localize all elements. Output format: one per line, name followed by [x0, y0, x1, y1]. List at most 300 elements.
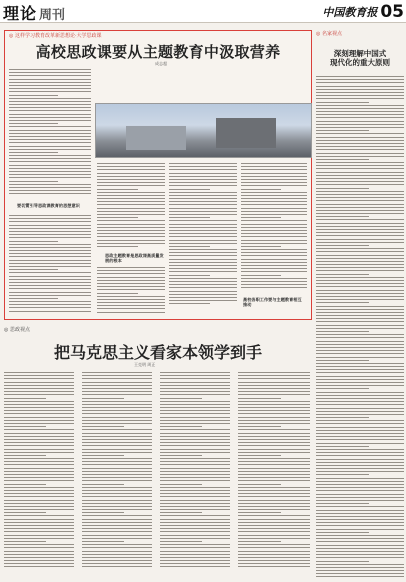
text-line — [160, 401, 230, 402]
text-line — [97, 198, 165, 199]
text-line — [9, 181, 58, 182]
text-line — [316, 522, 404, 523]
text-line — [160, 385, 230, 386]
text-line — [82, 496, 152, 497]
text-line — [160, 500, 230, 501]
text-line — [169, 294, 237, 295]
text-line — [316, 474, 369, 475]
text-line — [97, 163, 165, 164]
text-line — [160, 484, 202, 485]
text-line — [169, 300, 237, 301]
bottom-headline: 把马克思主义看家本领学到手 — [53, 343, 262, 362]
text-line — [316, 325, 404, 326]
text-line — [238, 378, 310, 379]
text-line — [4, 413, 74, 414]
text-line — [160, 426, 202, 427]
text-line — [160, 496, 230, 497]
text-line — [169, 265, 237, 266]
text-line — [241, 252, 307, 253]
text-line — [9, 244, 91, 245]
text-line — [238, 391, 310, 392]
text-line — [9, 88, 91, 89]
text-line — [316, 357, 404, 358]
text-line — [4, 557, 74, 558]
text-line — [9, 136, 91, 137]
text-line — [160, 404, 230, 405]
text-line — [316, 439, 404, 440]
text-line — [316, 331, 369, 332]
text-line — [316, 347, 404, 348]
text-line — [238, 398, 281, 399]
text-line — [9, 72, 91, 73]
text-line — [169, 233, 237, 234]
text-line — [97, 277, 165, 278]
text-line — [160, 407, 230, 408]
text-line — [97, 296, 165, 297]
text-line — [316, 197, 404, 198]
text-line — [160, 391, 230, 392]
text-line — [238, 474, 310, 475]
text-line — [238, 420, 310, 421]
text-line — [238, 382, 310, 383]
text-line — [4, 407, 74, 408]
text-line — [316, 153, 404, 154]
text-line — [241, 227, 307, 228]
text-line — [316, 133, 404, 134]
text-line — [238, 477, 310, 478]
text-line — [316, 82, 404, 83]
text-line — [9, 187, 91, 188]
text-line — [4, 554, 74, 555]
text-line — [169, 217, 210, 218]
text-line — [160, 487, 230, 488]
text-line — [82, 528, 152, 529]
text-line — [316, 341, 404, 342]
text-line — [238, 375, 310, 376]
text-line — [316, 525, 404, 526]
text-line — [4, 493, 74, 494]
text-line — [4, 541, 46, 542]
text-line — [97, 211, 165, 212]
text-line — [9, 107, 91, 108]
text-line — [4, 531, 74, 532]
bottom-text-col-1 — [4, 372, 74, 570]
text-line — [4, 560, 74, 561]
text-line — [169, 182, 237, 183]
text-line — [316, 121, 404, 122]
bottom-text-col-2 — [82, 372, 152, 570]
feature-author: 成志超 — [155, 61, 167, 66]
text-line — [9, 165, 91, 166]
text-line — [82, 480, 152, 481]
text-line — [316, 274, 369, 275]
text-line — [9, 79, 91, 80]
text-line — [316, 430, 404, 431]
text-line — [9, 120, 91, 121]
text-line — [82, 535, 152, 536]
text-line — [82, 541, 124, 542]
feature-column-tag: ◎ 这样学习教育改革新思想论·大学思政课 — [9, 33, 102, 39]
text-line — [4, 519, 74, 520]
text-line — [316, 137, 404, 138]
text-line — [169, 281, 237, 282]
text-line — [238, 404, 310, 405]
text-line — [238, 506, 310, 507]
text-line — [169, 214, 237, 215]
text-line — [4, 433, 74, 434]
text-line — [9, 177, 91, 178]
text-line — [169, 230, 237, 231]
text-line — [316, 443, 404, 444]
text-line — [9, 184, 91, 185]
text-line — [160, 490, 230, 491]
text-line — [241, 278, 307, 279]
text-line — [9, 193, 91, 194]
text-line — [4, 375, 74, 376]
text-line — [4, 442, 74, 443]
text-line — [4, 436, 74, 437]
text-line — [316, 398, 404, 399]
text-line — [316, 344, 404, 345]
text-line — [238, 429, 310, 430]
text-line — [9, 171, 91, 172]
text-line — [316, 471, 404, 472]
text-line — [238, 490, 310, 491]
sidebar-article — [316, 30, 404, 570]
text-line — [9, 256, 91, 257]
text-line — [97, 227, 165, 228]
text-line — [160, 417, 230, 418]
text-line — [238, 509, 310, 510]
text-line — [169, 201, 237, 202]
text-line — [97, 195, 165, 196]
text-line — [241, 249, 307, 250]
text-line — [160, 538, 230, 539]
text-line — [241, 284, 307, 285]
text-line — [316, 245, 369, 246]
text-line — [82, 512, 124, 513]
text-line — [9, 155, 91, 156]
text-line — [316, 500, 404, 501]
text-line — [4, 445, 74, 446]
text-line — [169, 195, 237, 196]
text-line — [169, 220, 237, 221]
text-line — [241, 195, 307, 196]
text-line — [9, 161, 91, 162]
text-line — [160, 468, 230, 469]
text-line — [169, 268, 237, 269]
text-line — [82, 436, 152, 437]
text-line — [169, 185, 237, 186]
text-line — [4, 423, 74, 424]
text-line — [160, 449, 230, 450]
text-line — [9, 307, 91, 308]
text-line — [316, 535, 404, 536]
text-line — [82, 413, 152, 414]
text-line — [82, 566, 152, 567]
text-line — [238, 471, 310, 472]
text-line — [160, 436, 230, 437]
text-line — [238, 385, 310, 386]
text-line — [160, 439, 230, 440]
text-line — [316, 567, 404, 568]
text-line — [160, 554, 230, 555]
text-line — [4, 394, 74, 395]
text-line — [97, 302, 165, 303]
text-line — [82, 404, 152, 405]
text-line — [4, 528, 74, 529]
text-line — [316, 213, 404, 214]
text-line — [241, 208, 307, 209]
feature-text-col-3 — [169, 163, 237, 306]
text-line — [4, 471, 74, 472]
text-line — [4, 563, 74, 564]
text-line — [97, 236, 165, 237]
text-line — [316, 576, 404, 577]
text-line — [82, 464, 152, 465]
text-line — [316, 541, 404, 542]
text-line — [316, 130, 369, 131]
text-line — [169, 284, 237, 285]
text-line — [316, 108, 404, 109]
text-line — [97, 214, 165, 215]
text-line — [238, 455, 281, 456]
text-line — [160, 551, 230, 552]
text-line — [160, 519, 230, 520]
text-line — [241, 201, 307, 202]
text-line — [4, 398, 46, 399]
text-line — [316, 210, 404, 211]
text-line — [238, 535, 310, 536]
text-line — [82, 426, 124, 427]
text-line — [82, 563, 152, 564]
text-line — [82, 458, 152, 459]
text-line — [9, 288, 91, 289]
text-line — [82, 410, 152, 411]
text-line — [316, 143, 404, 144]
text-line — [160, 394, 230, 395]
text-line — [160, 541, 202, 542]
text-line — [169, 297, 237, 298]
text-line — [316, 392, 404, 393]
text-line — [316, 516, 404, 517]
text-line — [316, 124, 404, 125]
text-line — [82, 506, 152, 507]
text-line — [9, 123, 58, 124]
text-line — [9, 110, 91, 111]
text-line — [97, 305, 165, 306]
text-line — [160, 525, 230, 526]
text-line — [238, 563, 310, 564]
text-line — [316, 350, 404, 351]
text-line — [9, 158, 91, 159]
text-line — [238, 538, 310, 539]
text-line — [82, 509, 152, 510]
text-line — [9, 266, 91, 267]
text-line — [82, 385, 152, 386]
text-line — [316, 172, 404, 173]
text-line — [316, 117, 404, 118]
text-line — [238, 500, 310, 501]
text-line — [241, 185, 307, 186]
text-line — [169, 278, 237, 279]
text-line — [169, 208, 237, 209]
text-line — [160, 509, 230, 510]
text-line — [9, 69, 91, 70]
text-line — [316, 490, 404, 491]
text-line — [82, 417, 152, 418]
text-line — [9, 104, 91, 105]
text-line — [316, 401, 404, 402]
text-line — [160, 375, 230, 376]
feature-text-col-2 — [97, 163, 165, 249]
text-line — [316, 545, 404, 546]
text-line — [169, 211, 237, 212]
text-line — [238, 410, 310, 411]
text-line — [4, 500, 74, 501]
text-line — [9, 85, 91, 86]
text-line — [9, 114, 91, 115]
text-line — [97, 179, 165, 180]
text-line — [316, 280, 404, 281]
sidebar-title-line-2: 现代化的重大原则 — [330, 58, 390, 67]
text-line — [4, 503, 74, 504]
text-line — [316, 226, 404, 227]
text-line — [4, 487, 74, 488]
text-line — [82, 442, 152, 443]
text-line — [82, 391, 152, 392]
text-line — [160, 413, 230, 414]
text-line — [9, 237, 91, 238]
text-line — [9, 231, 91, 232]
text-line — [238, 394, 310, 395]
text-line — [238, 401, 310, 402]
text-line — [97, 233, 165, 234]
text-line — [97, 173, 165, 174]
text-line — [82, 378, 152, 379]
text-line — [238, 439, 310, 440]
text-line — [316, 165, 404, 166]
text-line — [9, 95, 58, 96]
text-line — [160, 433, 230, 434]
text-line — [316, 315, 404, 316]
text-line — [82, 522, 152, 523]
text-line — [169, 259, 237, 260]
text-line — [82, 493, 152, 494]
text-line — [160, 566, 230, 567]
text-line — [160, 531, 230, 532]
text-line — [9, 152, 58, 153]
text-line — [316, 309, 404, 310]
feature-subhead-3: 高校各职工作要与主题教育相互推动 — [243, 297, 302, 307]
text-line — [316, 156, 404, 157]
text-line — [238, 557, 310, 558]
text-line — [160, 503, 230, 504]
text-line — [160, 544, 230, 545]
text-line — [241, 230, 307, 231]
text-line — [316, 264, 404, 265]
text-line — [169, 255, 237, 256]
masthead — [0, 0, 406, 23]
text-line — [97, 283, 165, 284]
text-line — [160, 522, 230, 523]
text-line — [97, 201, 165, 202]
text-line — [316, 248, 404, 249]
text-line — [316, 318, 404, 319]
text-line — [9, 126, 91, 127]
text-line — [316, 178, 404, 179]
text-line — [160, 388, 230, 389]
text-line — [169, 224, 237, 225]
text-line — [160, 445, 230, 446]
text-line — [160, 535, 230, 536]
masthead-right — [318, 2, 404, 22]
text-line — [160, 480, 230, 481]
text-line — [316, 459, 404, 460]
text-line — [4, 480, 74, 481]
text-line — [238, 560, 310, 561]
text-line — [316, 188, 369, 189]
text-line — [9, 298, 58, 299]
text-line — [169, 291, 237, 292]
text-line — [160, 563, 230, 564]
text-line — [241, 189, 281, 190]
text-line — [9, 304, 91, 305]
text-line — [238, 407, 310, 408]
text-line — [316, 191, 404, 192]
text-line — [97, 246, 138, 247]
text-line — [316, 277, 404, 278]
text-line — [97, 273, 165, 274]
text-line — [97, 243, 165, 244]
text-line — [169, 176, 237, 177]
text-line — [238, 528, 310, 529]
text-line — [241, 176, 307, 177]
text-line — [82, 531, 152, 532]
newspaper-brand: 中国教育报 — [322, 6, 378, 19]
text-line — [169, 287, 237, 288]
sidebar-title-line-1: 深刻理解中国式 — [333, 49, 387, 58]
text-line — [316, 385, 404, 386]
text-line — [160, 429, 230, 430]
text-line — [169, 179, 237, 180]
text-line — [169, 271, 237, 272]
text-line — [160, 515, 230, 516]
text-line — [4, 458, 74, 459]
text-line — [97, 204, 165, 205]
text-line — [316, 194, 404, 195]
text-line — [316, 538, 404, 539]
text-line — [316, 561, 369, 562]
text-line — [316, 79, 404, 80]
text-line — [169, 227, 237, 228]
text-line — [238, 531, 310, 532]
text-line — [241, 214, 307, 215]
text-line — [316, 363, 404, 364]
text-line — [169, 173, 237, 174]
text-line — [316, 229, 404, 230]
text-line — [316, 251, 404, 252]
text-line — [169, 252, 237, 253]
bottom-article — [4, 326, 312, 576]
text-line — [316, 92, 404, 93]
text-line — [82, 554, 152, 555]
text-line — [241, 268, 307, 269]
text-line — [241, 271, 307, 272]
text-line — [4, 372, 74, 373]
text-line — [9, 250, 91, 251]
text-line — [316, 219, 404, 220]
